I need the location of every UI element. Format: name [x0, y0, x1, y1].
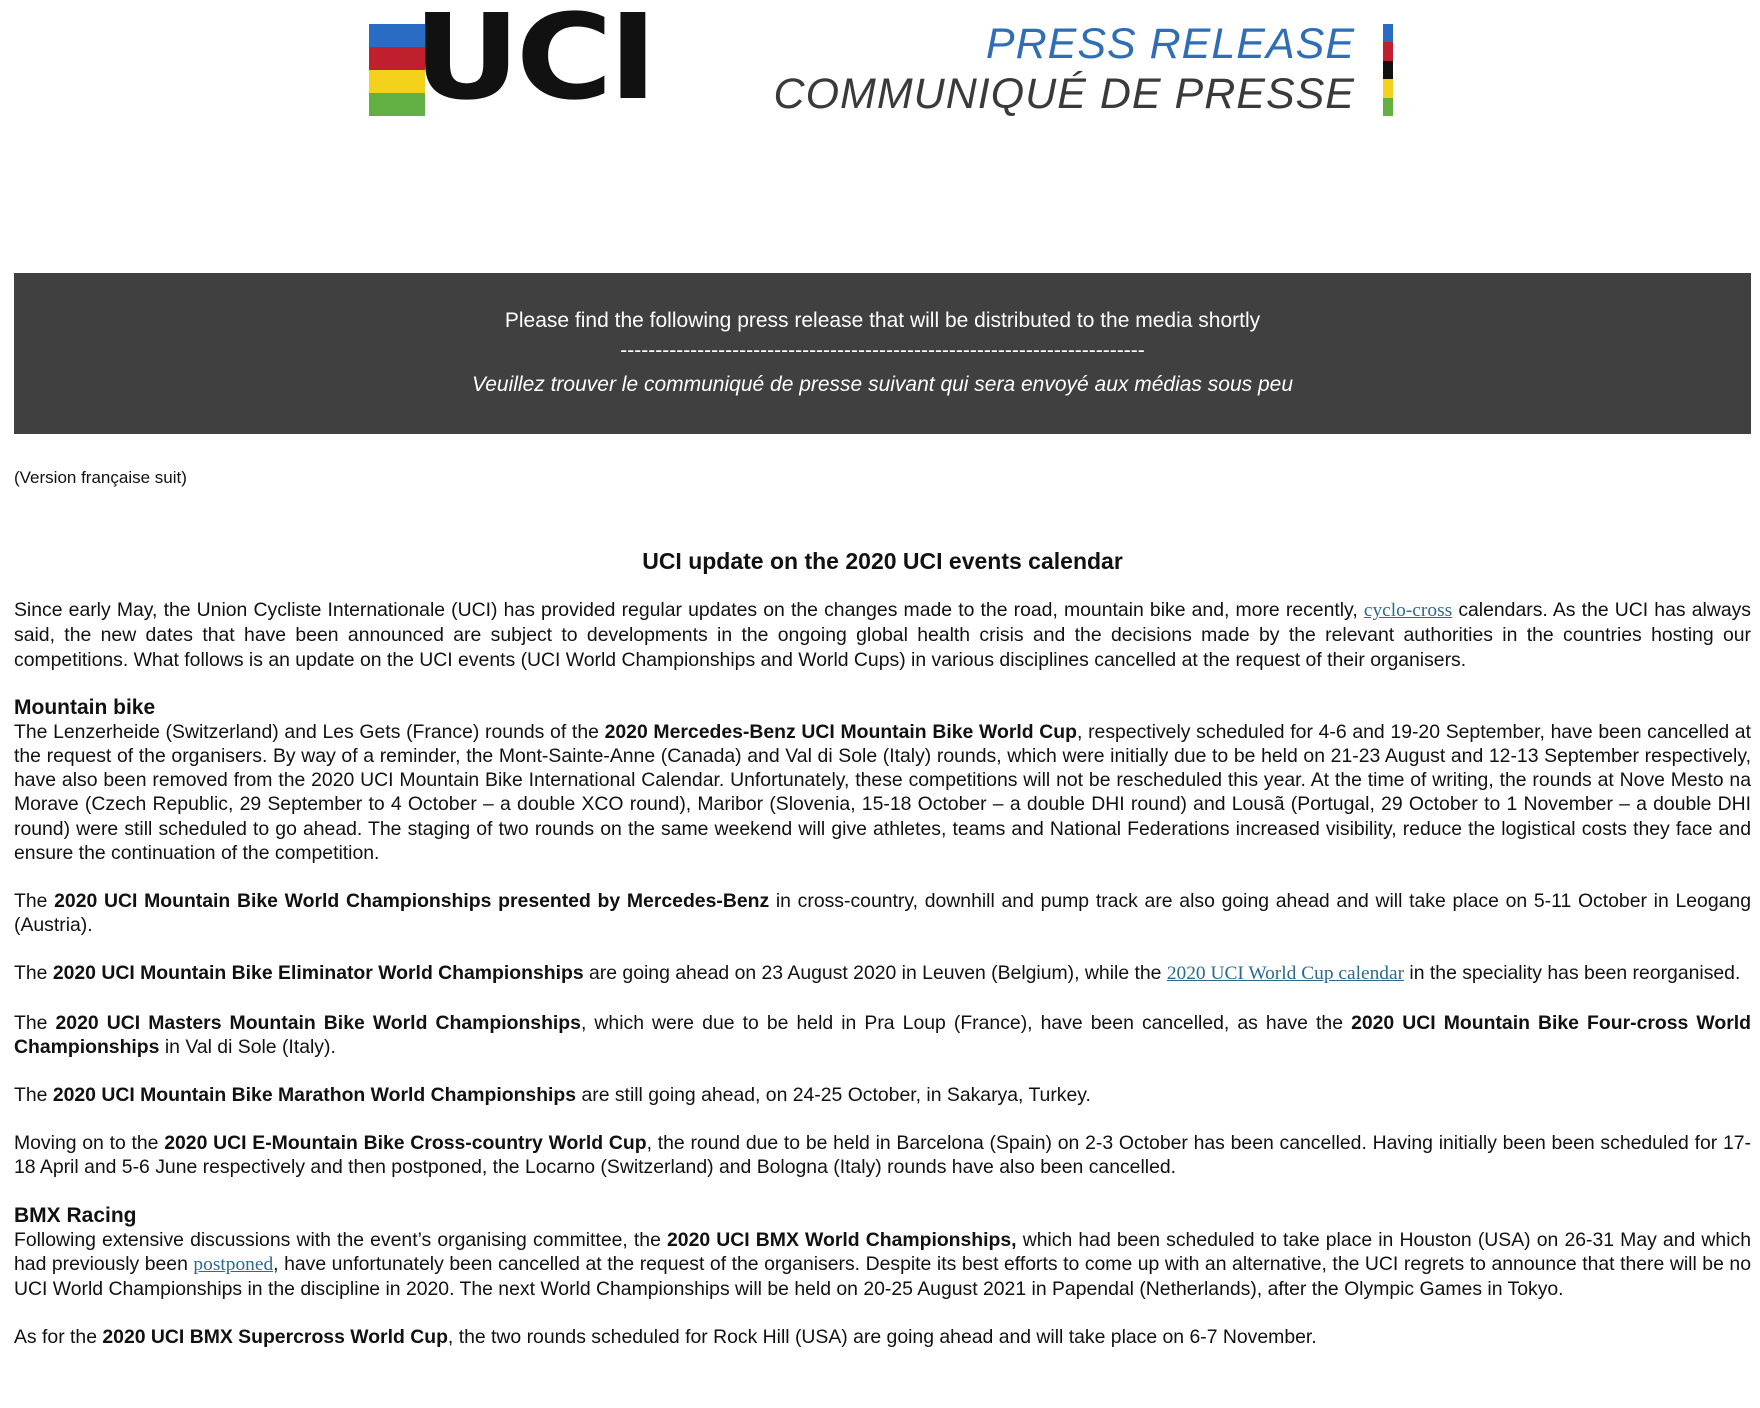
cyclo-cross-link[interactable]: cyclo-cross — [1363, 600, 1453, 622]
rainbow-bar-icon — [1383, 24, 1393, 116]
mtb-paragraph-2: The 2020 UCI Mountain Bike World Championships presented by Mercedes-Benz in cross-country, downhill and pump track are also going ahead and will take place on 5-11 October in Leogang (Austria). — [14, 890, 1751, 937]
mtb-paragraph-5: The 2020 UCI Mountain Bike Marathon World Championships are still going ahead, on 24-25 October, in Sakarya, Turkey. — [14, 1084, 1091, 1107]
mtb-paragraph-4: The 2020 UCI Masters Mountain Bike World Championships, which were due to be held in Pra Loup (France), have been cancelled, as have the 2020 UCI Mountain Bike Four-cross World Championships in Val di Sole (Italy). — [14, 1011, 1751, 1058]
version-note: (Version française suit) — [14, 468, 187, 487]
press-release-fr: COMMUNIQUÉ DE PRESSE — [773, 70, 1355, 118]
mtb-paragraph-6: Moving on to the 2020 UCI E-Mountain Bike Cross-country World Cup, the round due to be held in Barcelona (Spain) on 2-3 October has been cancelled. Having initially been been scheduled for 17-18 April and 5-6 June respectively and then postponed, the Locarno (Switzerland) and Bologna (Italy) rounds have also been cancelled. — [14, 1132, 1751, 1179]
logo-text: UCI — [413, 0, 654, 126]
article — [14, 466, 1751, 1373]
mtb-paragraph-1: Mountain bike The Lenzerheide (Switzerland) and Les Gets (France) rounds of the 2020 Mercedes-Benz UCI Mountain Bike World Cup, respectively scheduled for 4-6 and 19-20 September, have been cancelled at the request of the organisers. By way of a reminder, the Mont-Sainte-Anne (Canada) and Val di Sole (Italy) rounds, which were initially due to be held on 21-23 August and 12-13 September respectively, have also been removed from the 2020 UCI Mountain Bike International Calendar. Unfortunately, these competitions will not be rescheduled this year. At the time of writing, the rounds at Nove Mesto na Morave (Czech Republic, 29 September to 4 October – a double XCO round), Maribor (Slovenia, 15-18 October – a double DHI round) and Lousã (Portugal, 29 October to 1 November – a double DHI round) were still scheduled to go ahead. The staging of two rounds on the same weekend will give athletes, teams and National Federations increased visibility, reduce the logistical costs they face and ensure the continuation of the competition. — [14, 695, 1751, 864]
press-release-en: PRESS RELEASE — [985, 20, 1355, 68]
header — [0, 0, 1760, 180]
bmx-racing-heading: BMX Racing — [14, 1203, 137, 1227]
postponed-link[interactable]: postponed — [193, 1253, 274, 1275]
bmx-paragraph-1: BMX Racing Following extensive discussions with the event’s organising committee, the 2020 UCI BMX World Championships, which had been scheduled to take place in Houston (USA) on 26-31 May and which had previously been postponed, have unfortunately been cancelled at the request of the organisers. Despite its best efforts to come up with an alternative, the UCI regrets to announce that there will be no UCI World Championships in the discipline in 2020. The next World Championships will be held on 20-25 August 2021 in Papendal (Netherlands), after the Olympic Games in Tokyo. — [14, 1203, 1751, 1301]
mtb-paragraph-3: The 2020 UCI Mountain Bike Eliminator World Championships are going ahead on 23 August 2020 in Leuven (Belgium), while the 2020 UCI World Cup calendar in the speciality has been reorganised. — [14, 962, 1741, 985]
bmx-paragraph-2: As for the 2020 UCI BMX Supercross World Cup, the two rounds scheduled for Rock Hill (USA) are going ahead and will take place on 6-7 November. — [14, 1326, 1317, 1349]
article-title: UCI update on the 2020 UCI events calendar — [642, 548, 1123, 575]
banner-english: Please find the following press release that will be distributed to the media shortly — [504, 309, 1261, 332]
world-cup-calendar-link[interactable]: 2020 UCI World Cup calendar — [1166, 963, 1405, 985]
banner-divider: --------------------------------------------------------------------------- — [620, 339, 1145, 362]
intro-paragraph: Since early May, the Union Cycliste Internationale (UCI) has provided regular updates on the changes made to the road, mountain bike and, more recently, cyclo-cross calendars. As the UCI has always said, the new dates that have been announced are subject to developments in the ongoing global health crisis and the decisions made by the relevant authorities in the countries hosting our competitions. What follows is an update on the UCI events (UCI World Championships and World Cups) in various disciplines cancelled at the request of their organisers. — [14, 599, 1751, 671]
distribution-banner — [14, 273, 1751, 434]
mountain-bike-heading: Mountain bike — [14, 695, 156, 719]
banner-french: Veuillez trouver le communiqué de presse suivant qui sera envoyé aux médias sous peu — [471, 373, 1293, 396]
press-release-title — [774, 18, 1355, 118]
